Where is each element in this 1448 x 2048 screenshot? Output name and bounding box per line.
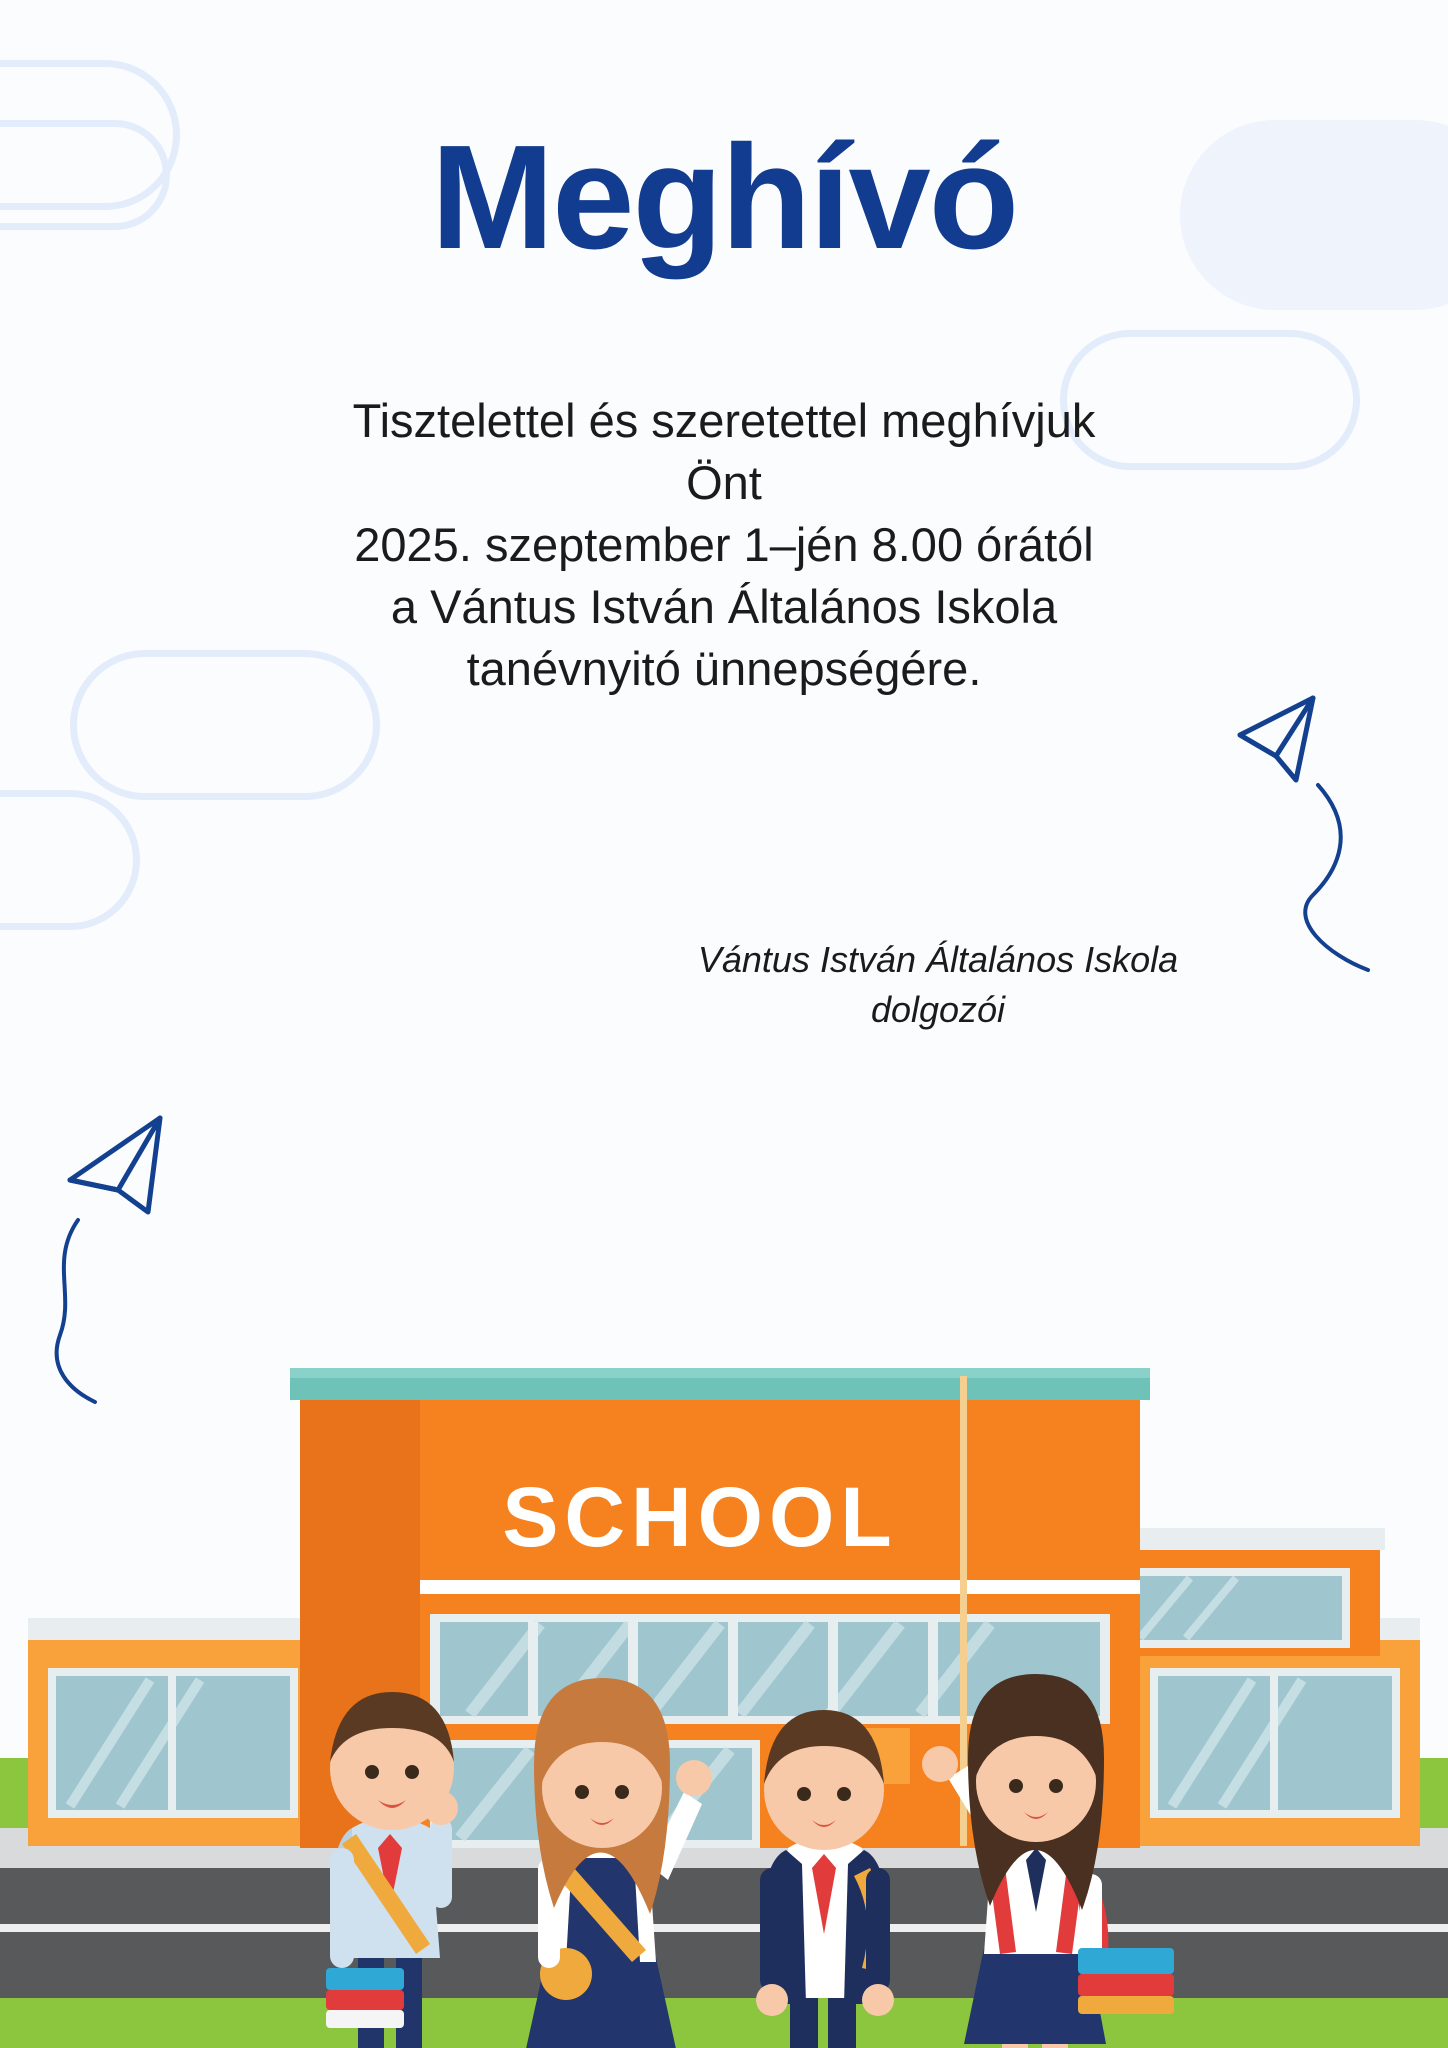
signature-line-1: Vántus István Általános Iskola bbox=[697, 939, 1179, 980]
school-sign-text: SCHOOL bbox=[502, 1470, 898, 1564]
invitation-line-2: Önt bbox=[686, 456, 762, 510]
invitation-line-1: Tisztelettel és szeretettel meghívjuk bbox=[352, 394, 1096, 447]
cloud-decoration-6 bbox=[0, 790, 140, 930]
invitation-text bbox=[120, 390, 1328, 700]
invitation-line-4: a Vántus István Általános Iskola bbox=[390, 580, 1058, 634]
paper-plane-icon-right bbox=[1218, 680, 1408, 980]
page-title: Meghívó bbox=[430, 115, 1018, 280]
signature-line-2: dolgozói bbox=[870, 989, 1006, 1031]
school-illustration bbox=[0, 1128, 1448, 2048]
pupil-3 bbox=[756, 1710, 894, 2048]
invitation-line-3: 2025. szeptember 1–jén 8.00 órától bbox=[354, 518, 1094, 572]
invitation-line-5: tanévnyitó ünnepségére. bbox=[466, 642, 982, 696]
signature-block bbox=[558, 935, 1318, 1036]
